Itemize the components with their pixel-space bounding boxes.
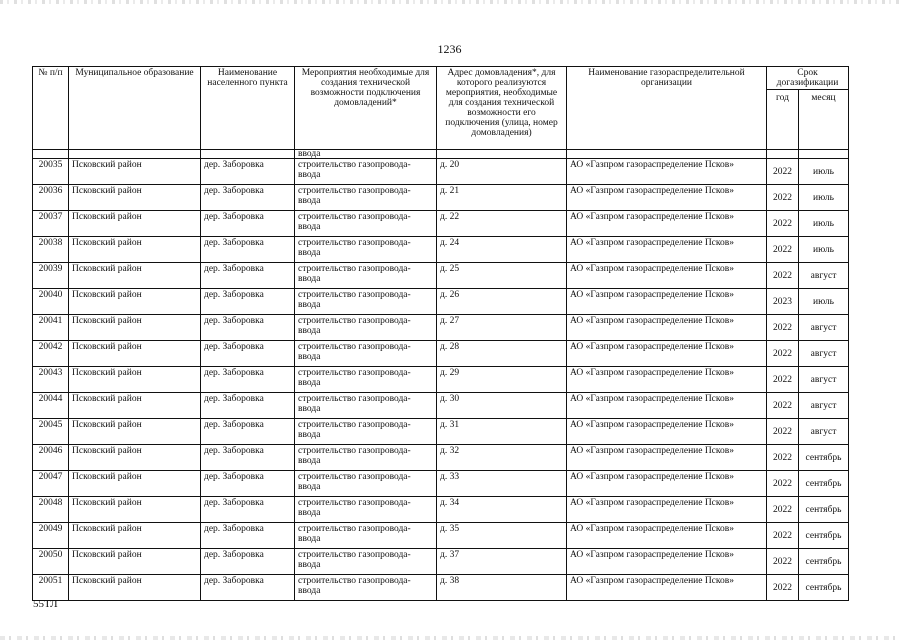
cell-municipality: Псковский район bbox=[69, 315, 201, 341]
cell-municipality: Псковский район bbox=[69, 289, 201, 315]
cell-month: сентябрь bbox=[799, 445, 849, 471]
cell-year: 2022 bbox=[767, 263, 799, 289]
cell-address: д. 20 bbox=[437, 159, 567, 185]
cell-month: сентябрь bbox=[799, 523, 849, 549]
cell-year: 2022 bbox=[767, 367, 799, 393]
cell-measure: строительство газопровода-ввода bbox=[295, 211, 437, 237]
cell-settlement: дер. Заборовка bbox=[201, 575, 295, 601]
cell-address: д. 33 bbox=[437, 471, 567, 497]
cell-month: июль bbox=[799, 211, 849, 237]
cell-month: июль bbox=[799, 289, 849, 315]
cell-year: 2022 bbox=[767, 393, 799, 419]
header-num: № п/п bbox=[33, 67, 69, 150]
cell-settlement: дер. Заборовка bbox=[201, 263, 295, 289]
cell-measure: строительство газопровода-ввода bbox=[295, 237, 437, 263]
cell-year: 2022 bbox=[767, 497, 799, 523]
cell-municipality: Псковский район bbox=[69, 393, 201, 419]
table-row bbox=[33, 315, 849, 341]
header-measures: Мероприятия необходимые для создания технической возможности подключения домовладений* bbox=[295, 67, 437, 150]
cell-measure: строительство газопровода-ввода bbox=[295, 315, 437, 341]
cell-org: АО «Газпром газораспределение Псков» bbox=[567, 445, 767, 471]
cell-measure: строительство газопровода-ввода bbox=[295, 523, 437, 549]
scan-edge-bottom bbox=[0, 636, 899, 640]
cell-address: д. 21 bbox=[437, 185, 567, 211]
cell-num: 20035 bbox=[33, 159, 69, 185]
cell-address: д. 34 bbox=[437, 497, 567, 523]
cell-address: д. 22 bbox=[437, 211, 567, 237]
cell-settlement: дер. Заборовка bbox=[201, 549, 295, 575]
table-row bbox=[33, 419, 849, 445]
cell-municipality: Псковский район bbox=[69, 341, 201, 367]
cell-settlement: дер. Заборовка bbox=[201, 341, 295, 367]
cell-month: сентябрь bbox=[799, 471, 849, 497]
cell-month: июль bbox=[799, 185, 849, 211]
cell-num: 20048 bbox=[33, 497, 69, 523]
table-row bbox=[33, 549, 849, 575]
cell-measure: строительство газопровода-ввода bbox=[295, 393, 437, 419]
cell-settlement: дер. Заборовка bbox=[201, 419, 295, 445]
cell-settlement: дер. Заборовка bbox=[201, 185, 295, 211]
table-row bbox=[33, 367, 849, 393]
cell-num: 20049 bbox=[33, 523, 69, 549]
cell-year: 2022 bbox=[767, 523, 799, 549]
cell-num: 20039 bbox=[33, 263, 69, 289]
gasification-table bbox=[32, 66, 849, 601]
table-row bbox=[33, 497, 849, 523]
cell-num: 20038 bbox=[33, 237, 69, 263]
cell-org: АО «Газпром газораспределение Псков» bbox=[567, 237, 767, 263]
cell-num: 20040 bbox=[33, 289, 69, 315]
cell-org: АО «Газпром газораспределение Псков» bbox=[567, 471, 767, 497]
cell-settlement: дер. Заборовка bbox=[201, 289, 295, 315]
cell-address: д. 26 bbox=[437, 289, 567, 315]
cell-measure: строительство газопровода-ввода bbox=[295, 263, 437, 289]
cell-address: д. 25 bbox=[437, 263, 567, 289]
cell-num: 20050 bbox=[33, 549, 69, 575]
cell-municipality: Псковский район bbox=[69, 575, 201, 601]
header-month: месяц bbox=[799, 90, 849, 150]
table-row bbox=[33, 289, 849, 315]
cell-address: д. 27 bbox=[437, 315, 567, 341]
cell-org: АО «Газпром газораспределение Псков» bbox=[567, 211, 767, 237]
cell-settlement: дер. Заборовка bbox=[201, 523, 295, 549]
cell-year: 2022 bbox=[767, 315, 799, 341]
cell-municipality: Псковский район bbox=[69, 497, 201, 523]
cell-month: август bbox=[799, 393, 849, 419]
table-row bbox=[33, 211, 849, 237]
header-address: Адрес домовладения*, для которого реализуются мероприятия, необходимые для создания технической возможности его подключения (улица, номер домовладения) bbox=[437, 67, 567, 150]
cell-num: 20046 bbox=[33, 445, 69, 471]
page-number: 1236 bbox=[437, 42, 462, 56]
cell-year: 2022 bbox=[767, 211, 799, 237]
cell-settlement: дер. Заборовка bbox=[201, 211, 295, 237]
footer-mark: 55ТЛ bbox=[33, 598, 58, 610]
cell-year: 2023 bbox=[767, 289, 799, 315]
cell-month: август bbox=[799, 315, 849, 341]
continuation-text: ввода bbox=[295, 150, 437, 159]
cell-measure: строительство газопровода-ввода bbox=[295, 185, 437, 211]
cell-num: 20037 bbox=[33, 211, 69, 237]
table-row bbox=[33, 393, 849, 419]
cell-settlement: дер. Заборовка bbox=[201, 237, 295, 263]
cell-org: АО «Газпром газораспределение Псков» bbox=[567, 367, 767, 393]
cell-org: АО «Газпром газораспределение Псков» bbox=[567, 575, 767, 601]
cell-settlement: дер. Заборовка bbox=[201, 367, 295, 393]
cell-num: 20044 bbox=[33, 393, 69, 419]
cell-num: 20041 bbox=[33, 315, 69, 341]
table-row bbox=[33, 471, 849, 497]
cell-municipality: Псковский район bbox=[69, 185, 201, 211]
cell-municipality: Псковский район bbox=[69, 237, 201, 263]
cell-address: д. 31 bbox=[437, 419, 567, 445]
table-row bbox=[33, 185, 849, 211]
cell-address: д. 30 bbox=[437, 393, 567, 419]
cell-year: 2022 bbox=[767, 445, 799, 471]
cell-org: АО «Газпром газораспределение Псков» bbox=[567, 497, 767, 523]
cell-municipality: Псковский район bbox=[69, 419, 201, 445]
cell-settlement: дер. Заборовка bbox=[201, 393, 295, 419]
table-row bbox=[33, 523, 849, 549]
table-row bbox=[33, 575, 849, 601]
cell-address: д. 35 bbox=[437, 523, 567, 549]
cell-measure: строительство газопровода-ввода bbox=[295, 549, 437, 575]
cell-address: д. 24 bbox=[437, 237, 567, 263]
header-term: Срок догазификации bbox=[767, 67, 849, 90]
cell-month: август bbox=[799, 263, 849, 289]
cell-month: июль bbox=[799, 159, 849, 185]
cell-address: д. 38 bbox=[437, 575, 567, 601]
cell-municipality: Псковский район bbox=[69, 159, 201, 185]
cell-municipality: Псковский район bbox=[69, 367, 201, 393]
cell-month: август bbox=[799, 367, 849, 393]
cell-municipality: Псковский район bbox=[69, 211, 201, 237]
cell-num: 20045 bbox=[33, 419, 69, 445]
cell-num: 20036 bbox=[33, 185, 69, 211]
table-row bbox=[33, 263, 849, 289]
table-row bbox=[33, 237, 849, 263]
cell-measure: строительство газопровода-ввода bbox=[295, 367, 437, 393]
header-settlement: Наименование населенного пункта bbox=[201, 67, 295, 150]
cell-year: 2022 bbox=[767, 575, 799, 601]
cell-org: АО «Газпром газораспределение Псков» bbox=[567, 315, 767, 341]
cell-measure: строительство газопровода-ввода bbox=[295, 445, 437, 471]
table-row bbox=[33, 341, 849, 367]
cell-num: 20047 bbox=[33, 471, 69, 497]
cell-year: 2022 bbox=[767, 419, 799, 445]
cell-settlement: дер. Заборовка bbox=[201, 445, 295, 471]
cell-settlement: дер. Заборовка bbox=[201, 497, 295, 523]
cell-settlement: дер. Заборовка bbox=[201, 315, 295, 341]
cell-month: сентябрь bbox=[799, 575, 849, 601]
cell-municipality: Псковский район bbox=[69, 471, 201, 497]
cell-month: сентябрь bbox=[799, 497, 849, 523]
cell-settlement: дер. Заборовка bbox=[201, 159, 295, 185]
continuation-row bbox=[33, 150, 849, 159]
cell-org: АО «Газпром газораспределение Псков» bbox=[567, 419, 767, 445]
cell-org: АО «Газпром газораспределение Псков» bbox=[567, 185, 767, 211]
cell-municipality: Псковский район bbox=[69, 549, 201, 575]
cell-org: АО «Газпром газораспределение Псков» bbox=[567, 263, 767, 289]
cell-month: июль bbox=[799, 237, 849, 263]
cell-year: 2022 bbox=[767, 471, 799, 497]
scan-edge-top bbox=[0, 0, 899, 4]
cell-municipality: Псковский район bbox=[69, 263, 201, 289]
cell-measure: строительство газопровода-ввода bbox=[295, 159, 437, 185]
cell-municipality: Псковский район bbox=[69, 445, 201, 471]
cell-org: АО «Газпром газораспределение Псков» bbox=[567, 393, 767, 419]
cell-year: 2022 bbox=[767, 185, 799, 211]
cell-year: 2022 bbox=[767, 549, 799, 575]
cell-org: АО «Газпром газораспределение Псков» bbox=[567, 341, 767, 367]
cell-measure: строительство газопровода-ввода bbox=[295, 497, 437, 523]
table-row bbox=[33, 445, 849, 471]
cell-year: 2022 bbox=[767, 159, 799, 185]
cell-address: д. 29 bbox=[437, 367, 567, 393]
cell-org: АО «Газпром газораспределение Псков» bbox=[567, 549, 767, 575]
cell-year: 2022 bbox=[767, 341, 799, 367]
cell-measure: строительство газопровода-ввода bbox=[295, 471, 437, 497]
cell-address: д. 37 bbox=[437, 549, 567, 575]
cell-num: 20051 bbox=[33, 575, 69, 601]
cell-measure: строительство газопровода-ввода bbox=[295, 289, 437, 315]
cell-measure: строительство газопровода-ввода bbox=[295, 341, 437, 367]
cell-num: 20042 bbox=[33, 341, 69, 367]
header-org: Наименование газораспределительной организации bbox=[567, 67, 767, 150]
cell-org: АО «Газпром газораспределение Псков» bbox=[567, 159, 767, 185]
cell-month: сентябрь bbox=[799, 549, 849, 575]
cell-num: 20043 bbox=[33, 367, 69, 393]
cell-month: август bbox=[799, 419, 849, 445]
cell-org: АО «Газпром газораспределение Псков» bbox=[567, 523, 767, 549]
header-year: год bbox=[767, 90, 799, 150]
cell-municipality: Псковский район bbox=[69, 523, 201, 549]
cell-measure: строительство газопровода-ввода bbox=[295, 575, 437, 601]
header-municipality: Муниципальное образование bbox=[69, 67, 201, 150]
cell-address: д. 28 bbox=[437, 341, 567, 367]
cell-month: август bbox=[799, 341, 849, 367]
cell-year: 2022 bbox=[767, 237, 799, 263]
cell-org: АО «Газпром газораспределение Псков» bbox=[567, 289, 767, 315]
cell-measure: строительство газопровода-ввода bbox=[295, 419, 437, 445]
cell-address: д. 32 bbox=[437, 445, 567, 471]
cell-settlement: дер. Заборовка bbox=[201, 471, 295, 497]
table-row bbox=[33, 159, 849, 185]
